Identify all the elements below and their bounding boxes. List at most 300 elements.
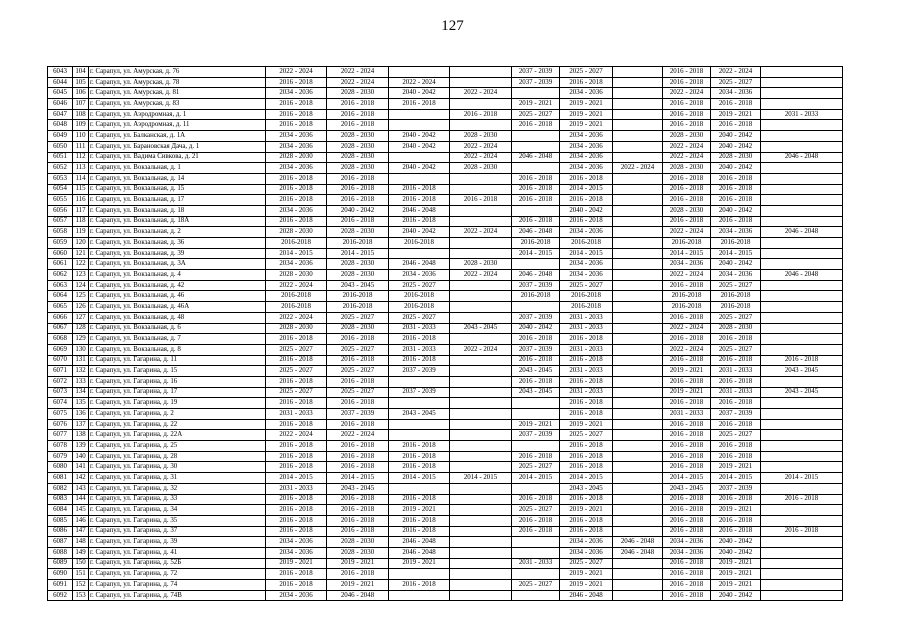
period-cell xyxy=(450,248,512,259)
period-cell: 2016-2018 xyxy=(560,291,613,302)
period-cell: 2016 - 2018 xyxy=(663,515,711,526)
period-cell xyxy=(450,462,512,473)
period-cell: 2016 - 2018 xyxy=(389,526,450,537)
period-cell: 2016 - 2018 xyxy=(663,398,711,409)
period-cell: 2014 - 2015 xyxy=(761,473,843,484)
period-cell: 2016-2018 xyxy=(327,302,389,313)
period-cell: 2016 - 2018 xyxy=(560,451,613,462)
period-cell xyxy=(512,163,560,174)
period-cell: 2046 - 2048 xyxy=(761,270,843,281)
address-cell: г. Сарапул, ул. Вокзальная, д. 48 xyxy=(89,312,266,323)
period-cell: 2016 - 2018 xyxy=(389,451,450,462)
period-cell: 2016 - 2018 xyxy=(266,334,327,345)
period-cell: 2028 - 2030 xyxy=(266,323,327,334)
period-cell xyxy=(613,419,663,430)
row-id-cell: 6052 xyxy=(48,163,73,174)
period-cell: 2016 - 2018 xyxy=(389,216,450,227)
period-cell xyxy=(613,483,663,494)
row-id-cell: 6078 xyxy=(48,441,73,452)
row-id-cell: 6059 xyxy=(48,238,73,249)
period-cell: 2031 - 2033 xyxy=(266,409,327,420)
table-row xyxy=(48,88,843,99)
period-cell: 2016 - 2018 xyxy=(389,334,450,345)
period-cell: 2016 - 2018 xyxy=(560,441,613,452)
table-row xyxy=(48,238,843,249)
period-cell xyxy=(613,99,663,110)
period-cell xyxy=(389,430,450,441)
address-cell: г. Сарапул, ул. Гагарина, д. 30 xyxy=(89,462,266,473)
table-row xyxy=(48,184,843,195)
period-cell: 2016-2018 xyxy=(512,291,560,302)
period-cell: 2016 - 2018 xyxy=(327,419,389,430)
period-cell xyxy=(450,280,512,291)
period-cell xyxy=(613,515,663,526)
period-cell: 2022 - 2024 xyxy=(663,323,711,334)
period-cell: 2016 - 2018 xyxy=(663,590,711,601)
row-id-cell: 6057 xyxy=(48,216,73,227)
period-cell: 2016 - 2018 xyxy=(512,451,560,462)
period-cell xyxy=(389,483,450,494)
period-cell xyxy=(761,238,843,249)
period-cell xyxy=(761,88,843,99)
row-number-cell: 110 xyxy=(73,131,89,142)
table-row xyxy=(48,227,843,238)
period-cell: 2016 - 2018 xyxy=(266,376,327,387)
table-row xyxy=(48,580,843,591)
table-row xyxy=(48,195,843,206)
period-cell xyxy=(613,302,663,313)
period-cell: 2016 - 2018 xyxy=(512,526,560,537)
period-cell: 2016 - 2018 xyxy=(663,376,711,387)
period-cell: 2016 - 2018 xyxy=(663,526,711,537)
row-id-cell: 6043 xyxy=(48,67,73,78)
period-cell xyxy=(389,376,450,387)
period-cell xyxy=(761,216,843,227)
period-cell: 2016-2018 xyxy=(389,291,450,302)
period-cell xyxy=(761,505,843,516)
period-cell xyxy=(450,77,512,88)
period-cell: 2034 - 2036 xyxy=(711,270,761,281)
period-cell xyxy=(512,483,560,494)
period-cell xyxy=(761,163,843,174)
period-cell xyxy=(450,398,512,409)
address-cell: г. Сарапул, ул. Амурская, д. 81 xyxy=(89,88,266,99)
period-cell: 2016-2018 xyxy=(389,238,450,249)
period-cell: 2016 - 2018 xyxy=(663,505,711,516)
period-cell: 2028 - 2030 xyxy=(450,259,512,270)
address-cell: г. Сарапул, ул. Гагарина, д. 25 xyxy=(89,441,266,452)
row-number-cell: 124 xyxy=(73,280,89,291)
table-row xyxy=(48,302,843,313)
period-cell xyxy=(450,494,512,505)
period-cell: 2037 - 2039 xyxy=(512,430,560,441)
period-cell: 2031 - 2033 xyxy=(663,409,711,420)
table-row xyxy=(48,366,843,377)
row-id-cell: 6092 xyxy=(48,590,73,601)
period-cell: 2040 - 2042 xyxy=(389,163,450,174)
period-cell: 2025 - 2027 xyxy=(327,366,389,377)
period-cell: 2022 - 2024 xyxy=(266,67,327,78)
row-number-cell: 147 xyxy=(73,526,89,537)
row-id-cell: 6087 xyxy=(48,537,73,548)
period-cell: 2037 - 2039 xyxy=(711,409,761,420)
address-cell: г. Сарапул, ул. Гагарина, д. 74 xyxy=(89,580,266,591)
period-cell: 2016 - 2018 xyxy=(266,109,327,120)
address-cell: г. Сарапул, ул. Гагарина, д. 32 xyxy=(89,483,266,494)
period-cell: 2046 - 2048 xyxy=(560,590,613,601)
period-cell: 2019 - 2021 xyxy=(711,580,761,591)
period-cell: 2016 - 2018 xyxy=(327,398,389,409)
period-cell xyxy=(613,120,663,131)
period-cell: 2037 - 2039 xyxy=(512,280,560,291)
row-number-cell: 142 xyxy=(73,473,89,484)
period-cell xyxy=(389,120,450,131)
row-number-cell: 151 xyxy=(73,569,89,580)
period-cell: 2016 - 2018 xyxy=(711,99,761,110)
row-number-cell: 125 xyxy=(73,291,89,302)
row-id-cell: 6081 xyxy=(48,473,73,484)
period-cell: 2016 - 2018 xyxy=(711,515,761,526)
period-cell: 2031 - 2033 xyxy=(389,323,450,334)
period-cell: 2016 - 2018 xyxy=(663,334,711,345)
period-cell xyxy=(761,291,843,302)
address-cell: г. Сарапул, ул. Гагарина, д. 52Б xyxy=(89,558,266,569)
address-cell: г. Сарапул, ул. Вокзальная, д. 2 xyxy=(89,227,266,238)
period-cell: 2019 - 2021 xyxy=(711,462,761,473)
period-cell: 2016 - 2018 xyxy=(711,494,761,505)
period-cell: 2046 - 2048 xyxy=(613,547,663,558)
row-number-cell: 152 xyxy=(73,580,89,591)
row-number-cell: 144 xyxy=(73,494,89,505)
period-cell: 2016 - 2018 xyxy=(266,184,327,195)
period-cell: 2040 - 2042 xyxy=(711,590,761,601)
period-cell: 2031 - 2033 xyxy=(389,344,450,355)
period-cell: 2034 - 2036 xyxy=(266,163,327,174)
period-cell: 2016 - 2018 xyxy=(560,494,613,505)
period-cell: 2028 - 2030 xyxy=(450,163,512,174)
period-cell: 2016 - 2018 xyxy=(450,109,512,120)
period-cell: 2016 - 2018 xyxy=(266,398,327,409)
period-cell: 2016 - 2018 xyxy=(327,505,389,516)
period-cell xyxy=(761,590,843,601)
address-cell: г. Сарапул, ул. Вокзальная, д. 18А xyxy=(89,216,266,227)
row-id-cell: 6066 xyxy=(48,312,73,323)
period-cell: 2034 - 2036 xyxy=(663,537,711,548)
period-cell: 2034 - 2036 xyxy=(560,547,613,558)
period-cell: 2014 - 2015 xyxy=(450,473,512,484)
period-cell xyxy=(450,441,512,452)
period-cell xyxy=(512,569,560,580)
period-cell: 2016-2018 xyxy=(266,238,327,249)
period-cell: 2016 - 2018 xyxy=(663,494,711,505)
table-row xyxy=(48,473,843,484)
period-cell: 2016 - 2018 xyxy=(711,355,761,366)
address-cell: г. Сарапул, ул. Амурская, д. 76 xyxy=(89,67,266,78)
row-number-cell: 114 xyxy=(73,173,89,184)
row-number-cell: 122 xyxy=(73,259,89,270)
period-cell xyxy=(613,312,663,323)
period-cell: 2016-2018 xyxy=(327,291,389,302)
period-cell: 2022 - 2024 xyxy=(450,141,512,152)
row-id-cell: 6065 xyxy=(48,302,73,313)
row-number-cell: 117 xyxy=(73,205,89,216)
row-id-cell: 6062 xyxy=(48,270,73,281)
period-cell: 2016 - 2018 xyxy=(512,494,560,505)
period-cell xyxy=(761,131,843,142)
period-cell: 2019 - 2021 xyxy=(560,569,613,580)
period-cell: 2046 - 2048 xyxy=(613,537,663,548)
table-row xyxy=(48,152,843,163)
period-cell: 2025 - 2027 xyxy=(266,344,327,355)
period-cell: 2031 - 2033 xyxy=(711,387,761,398)
period-cell: 2016 - 2018 xyxy=(389,494,450,505)
period-cell: 2031 - 2033 xyxy=(266,483,327,494)
period-cell: 2016-2018 xyxy=(266,302,327,313)
period-cell: 2037 - 2039 xyxy=(512,344,560,355)
period-cell xyxy=(613,238,663,249)
period-cell xyxy=(450,409,512,420)
period-cell: 2016 - 2018 xyxy=(327,184,389,195)
address-cell: г. Сарапул, ул. Вокзальная, д. 36 xyxy=(89,238,266,249)
period-cell: 2016 - 2018 xyxy=(663,355,711,366)
period-cell: 2016-2018 xyxy=(711,302,761,313)
period-cell: 2016 - 2018 xyxy=(389,355,450,366)
period-cell: 2028 - 2030 xyxy=(327,547,389,558)
period-cell xyxy=(613,205,663,216)
period-cell: 2016-2018 xyxy=(711,291,761,302)
period-cell xyxy=(613,184,663,195)
period-cell: 2022 - 2024 xyxy=(711,67,761,78)
period-cell xyxy=(389,398,450,409)
period-cell: 2016 - 2018 xyxy=(512,334,560,345)
table-row xyxy=(48,291,843,302)
period-cell: 2046 - 2048 xyxy=(327,590,389,601)
period-cell: 2016 - 2018 xyxy=(327,195,389,206)
period-cell xyxy=(512,537,560,548)
table-row xyxy=(48,355,843,366)
row-id-cell: 6080 xyxy=(48,462,73,473)
period-cell: 2034 - 2036 xyxy=(711,88,761,99)
address-cell: г. Сарапул, ул. Вадима Сивкова, д. 21 xyxy=(89,152,266,163)
period-cell: 2034 - 2036 xyxy=(389,270,450,281)
period-cell: 2028 - 2030 xyxy=(663,163,711,174)
period-cell: 2016 - 2018 xyxy=(266,526,327,537)
period-cell: 2016 - 2018 xyxy=(266,77,327,88)
period-cell: 2043 - 2045 xyxy=(327,280,389,291)
address-cell: г. Сарапул, ул. Вокзальная, д. 1 xyxy=(89,163,266,174)
period-cell xyxy=(389,109,450,120)
table-row xyxy=(48,430,843,441)
period-cell xyxy=(613,580,663,591)
period-cell: 2022 - 2024 xyxy=(266,312,327,323)
period-cell: 2025 - 2027 xyxy=(711,77,761,88)
period-cell: 2019 - 2021 xyxy=(327,558,389,569)
period-cell xyxy=(761,483,843,494)
period-cell: 2014 - 2015 xyxy=(711,248,761,259)
table-row xyxy=(48,409,843,420)
period-cell xyxy=(613,430,663,441)
period-cell: 2022 - 2024 xyxy=(663,141,711,152)
period-cell: 2016 - 2018 xyxy=(512,173,560,184)
period-cell: 2043 - 2045 xyxy=(512,366,560,377)
period-cell xyxy=(761,173,843,184)
period-cell: 2016 - 2018 xyxy=(663,430,711,441)
row-number-cell: 148 xyxy=(73,537,89,548)
period-cell: 2016 - 2018 xyxy=(266,216,327,227)
period-cell: 2016 - 2018 xyxy=(711,334,761,345)
period-cell xyxy=(761,280,843,291)
address-cell: г. Сарапул, ул. Вокзальная, д. 3А xyxy=(89,259,266,270)
period-cell: 2028 - 2030 xyxy=(450,131,512,142)
period-cell: 2031 - 2033 xyxy=(761,109,843,120)
period-cell xyxy=(761,205,843,216)
period-cell xyxy=(450,291,512,302)
period-cell xyxy=(761,334,843,345)
period-cell xyxy=(613,270,663,281)
address-cell: г. Сарапул, ул. Гагарина, д. 19 xyxy=(89,398,266,409)
row-id-cell: 6061 xyxy=(48,259,73,270)
period-cell: 2040 - 2042 xyxy=(560,205,613,216)
period-cell xyxy=(512,590,560,601)
period-cell: 2016 - 2018 xyxy=(560,173,613,184)
row-number-cell: 138 xyxy=(73,430,89,441)
period-cell: 2040 - 2042 xyxy=(389,227,450,238)
period-cell: 2034 - 2036 xyxy=(266,259,327,270)
row-id-cell: 6083 xyxy=(48,494,73,505)
row-id-cell: 6054 xyxy=(48,184,73,195)
row-number-cell: 146 xyxy=(73,515,89,526)
row-id-cell: 6050 xyxy=(48,141,73,152)
row-number-cell: 133 xyxy=(73,376,89,387)
period-cell xyxy=(450,120,512,131)
period-cell xyxy=(512,131,560,142)
period-cell xyxy=(512,302,560,313)
row-id-cell: 6079 xyxy=(48,451,73,462)
period-cell: 2014 - 2015 xyxy=(560,184,613,195)
period-cell: 2014 - 2015 xyxy=(512,473,560,484)
period-cell: 2028 - 2030 xyxy=(327,163,389,174)
period-cell: 2019 - 2021 xyxy=(663,366,711,377)
period-cell: 2022 - 2024 xyxy=(266,280,327,291)
address-cell: г. Сарапул, ул. Гагарина, д. 28 xyxy=(89,451,266,462)
period-cell: 2016 - 2018 xyxy=(266,120,327,131)
period-cell: 2034 - 2036 xyxy=(560,88,613,99)
row-number-cell: 129 xyxy=(73,334,89,345)
period-cell: 2040 - 2042 xyxy=(711,205,761,216)
address-cell: г. Сарапул, ул. Гагарина, д. 17 xyxy=(89,387,266,398)
period-cell: 2019 - 2021 xyxy=(711,505,761,516)
address-cell: г. Сарапул, ул. Гагарина, д. 22А xyxy=(89,430,266,441)
row-id-cell: 6073 xyxy=(48,387,73,398)
table-row xyxy=(48,398,843,409)
period-cell: 2016 - 2018 xyxy=(266,99,327,110)
period-cell xyxy=(450,537,512,548)
period-cell: 2025 - 2027 xyxy=(711,344,761,355)
period-cell xyxy=(450,334,512,345)
row-id-cell: 6068 xyxy=(48,334,73,345)
table-row xyxy=(48,248,843,259)
period-cell: 2016 - 2018 xyxy=(327,451,389,462)
table-row xyxy=(48,505,843,516)
row-number-cell: 149 xyxy=(73,547,89,558)
period-cell: 2016 - 2018 xyxy=(663,569,711,580)
period-cell: 2031 - 2033 xyxy=(512,558,560,569)
period-cell: 2028 - 2030 xyxy=(327,537,389,548)
period-cell: 2046 - 2048 xyxy=(512,152,560,163)
period-cell: 2022 - 2024 xyxy=(450,344,512,355)
period-cell: 2016 - 2018 xyxy=(663,441,711,452)
period-cell xyxy=(512,205,560,216)
period-cell: 2016 - 2018 xyxy=(711,195,761,206)
address-cell: г. Сарапул, ул. Гагарина, д. 33 xyxy=(89,494,266,505)
period-cell xyxy=(450,238,512,249)
table-row xyxy=(48,131,843,142)
period-cell: 2025 - 2027 xyxy=(560,280,613,291)
period-cell: 2016 - 2018 xyxy=(389,580,450,591)
table-row xyxy=(48,494,843,505)
row-number-cell: 128 xyxy=(73,323,89,334)
period-cell: 2016 - 2018 xyxy=(389,195,450,206)
period-cell: 2016 - 2018 xyxy=(711,216,761,227)
row-number-cell: 135 xyxy=(73,398,89,409)
period-cell: 2022 - 2024 xyxy=(327,67,389,78)
period-cell xyxy=(512,88,560,99)
period-cell: 2016 - 2018 xyxy=(327,376,389,387)
period-cell xyxy=(613,451,663,462)
period-cell: 2028 - 2030 xyxy=(266,152,327,163)
period-cell: 2016 - 2018 xyxy=(266,569,327,580)
period-cell xyxy=(613,366,663,377)
table-row xyxy=(48,163,843,174)
period-cell: 2016 - 2018 xyxy=(266,441,327,452)
period-cell xyxy=(512,409,560,420)
period-cell xyxy=(613,291,663,302)
address-cell: г. Сарапул, ул. Вокзальная, д. 4 xyxy=(89,270,266,281)
period-cell xyxy=(389,569,450,580)
period-cell xyxy=(450,376,512,387)
period-cell: 2016 - 2018 xyxy=(266,451,327,462)
period-cell: 2014 - 2015 xyxy=(327,248,389,259)
period-cell: 2037 - 2039 xyxy=(327,409,389,420)
row-number-cell: 127 xyxy=(73,312,89,323)
period-cell: 2034 - 2036 xyxy=(560,259,613,270)
period-cell: 2016 - 2018 xyxy=(389,462,450,473)
row-id-cell: 6056 xyxy=(48,205,73,216)
period-cell: 2016 - 2018 xyxy=(560,195,613,206)
row-number-cell: 139 xyxy=(73,441,89,452)
row-id-cell: 6074 xyxy=(48,398,73,409)
period-cell: 2022 - 2024 xyxy=(266,430,327,441)
address-cell: г. Сарапул, ул. Амурская, д. 83 xyxy=(89,99,266,110)
period-cell: 2028 - 2030 xyxy=(327,323,389,334)
period-cell xyxy=(613,344,663,355)
period-cell: 2016 - 2018 xyxy=(560,77,613,88)
row-number-cell: 112 xyxy=(73,152,89,163)
period-cell: 2016 - 2018 xyxy=(560,216,613,227)
period-cell xyxy=(512,441,560,452)
period-cell: 2016-2018 xyxy=(711,238,761,249)
period-cell: 2016 - 2018 xyxy=(663,173,711,184)
period-cell: 2043 - 2045 xyxy=(560,483,613,494)
period-cell: 2025 - 2027 xyxy=(389,312,450,323)
address-cell: г. Сарапул, ул. Гагарина, д. 34 xyxy=(89,505,266,516)
address-cell: г. Сарапул, ул. Гагарина, д. 35 xyxy=(89,515,266,526)
table-row xyxy=(48,323,843,334)
period-cell: 2019 - 2021 xyxy=(663,387,711,398)
period-cell: 2025 - 2027 xyxy=(512,505,560,516)
period-cell xyxy=(613,216,663,227)
period-cell xyxy=(761,462,843,473)
